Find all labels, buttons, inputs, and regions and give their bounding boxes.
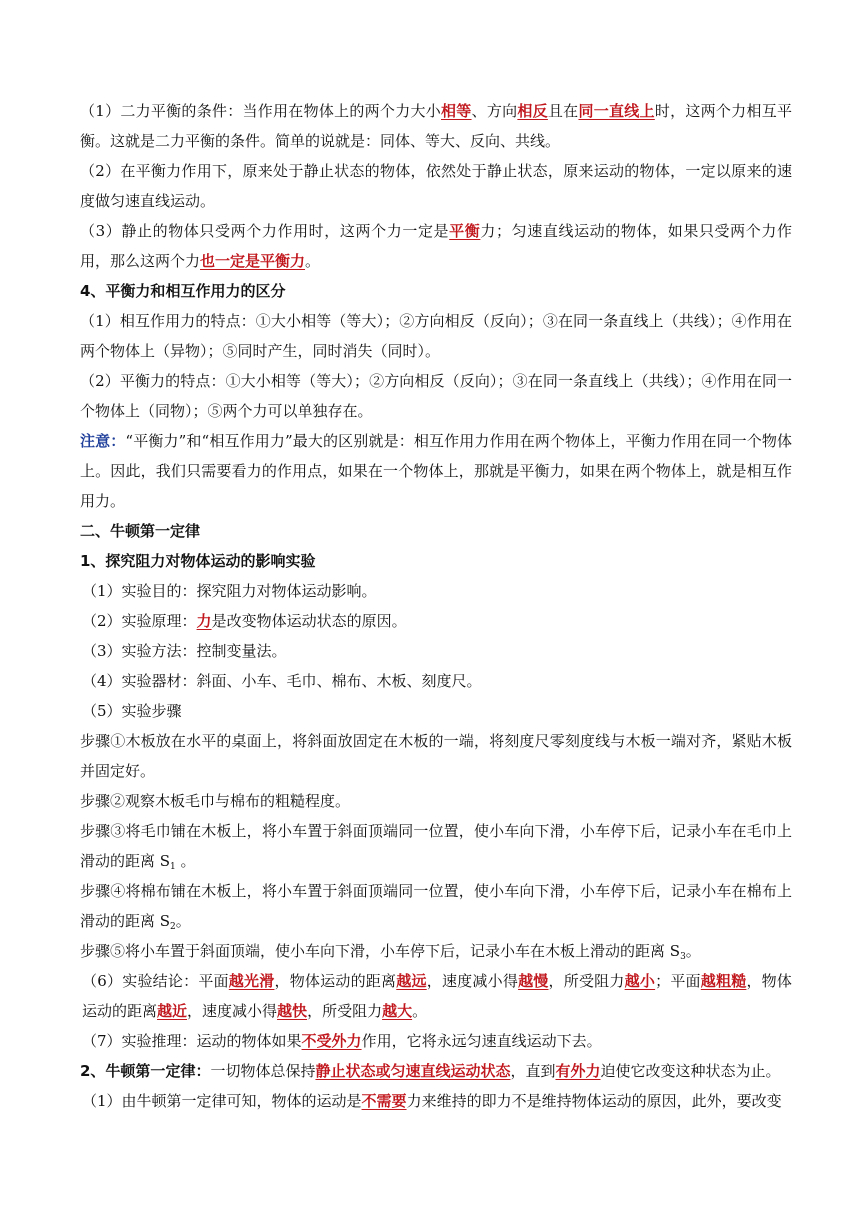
- highlight-opposite: 相反: [517, 102, 548, 120]
- text: （7）实验推理：运动的物体如果: [82, 1032, 302, 1050]
- law-title: 2、牛顿第一定律：: [80, 1062, 211, 1080]
- step-5: [80, 936, 792, 966]
- highlight: 越远: [396, 972, 427, 990]
- paragraph-two-forces: [80, 216, 792, 276]
- document-page: [80, 96, 792, 1116]
- highlight-not-needed: 不需要: [361, 1092, 407, 1110]
- highlight: 越小: [624, 972, 656, 990]
- text: 。: [175, 912, 191, 930]
- text: 是改变物体运动状态的原因。: [211, 612, 407, 630]
- highlight: 越光滑: [228, 972, 275, 990]
- text: 。: [685, 942, 701, 960]
- text: 步骤④将棉布铺在木板上，将小车置于斜面顶端同一位置，使小车向下滑，小车停下后，记录小车在棉布上滑动的距离 S: [80, 882, 792, 930]
- text: 力；匀速直线运动的物体，如果只受两个力作用，那么这两个力: [80, 222, 792, 270]
- text: （3）静止的物体只受两个力作用时，这两个力一定是: [80, 222, 450, 240]
- paragraph-note: [80, 426, 792, 516]
- highlight: 越近: [157, 1002, 188, 1020]
- experiment-purpose: （1）实验目的：探究阻力对物体运动影响。: [82, 582, 377, 600]
- text: 力来维持的即力不是维持物体运动的原因，此外，要改变: [406, 1092, 782, 1110]
- paragraph-balance-features: （2）平衡力的特点：①大小相等（等大）；②方向相反（反向）；③在同一条直线上（共线）；④作用在同一个物体上（同物）；⑤两个力可以单独存在。: [80, 372, 792, 420]
- text: ，速度减小得: [187, 1002, 278, 1020]
- experiment-conclusion: [80, 966, 792, 1026]
- text: 步骤⑤将小车置于斜面顶端，使小车向下滑，小车停下后，记录小车在木板上滑动的距离 S: [80, 942, 681, 960]
- text: 一切物体总保持: [210, 1062, 316, 1080]
- text: 。: [305, 252, 321, 270]
- highlight: 越大: [382, 1002, 413, 1020]
- text: （6）实验结论：平面: [82, 972, 229, 990]
- text: ；平面: [655, 972, 701, 990]
- text: 。: [412, 1002, 428, 1020]
- paragraph-balance-condition: [80, 96, 792, 156]
- subscript: 1: [170, 862, 176, 872]
- highlight-same-line: 同一直线上: [578, 102, 655, 120]
- step-4: [80, 876, 792, 936]
- text: （1）二力平衡的条件：当作用在物体上的两个力大小: [80, 102, 441, 120]
- highlight-force: 力: [196, 612, 212, 630]
- paragraph-law-note: [80, 1086, 792, 1116]
- text: ，物体运动的距离: [82, 972, 792, 1020]
- highlight: 越快: [277, 1002, 308, 1020]
- text: 迫使它改变这种状态为止。: [600, 1062, 781, 1080]
- paragraph-interaction-features: （1）相互作用力的特点：①大小相等（等大）；②方向相反（反向）；③在同一条直线上（共线）；④作用在两个物体上（异物）；⑤同时产生，同时消失（同时）。: [80, 312, 792, 360]
- highlight-external-force: 有外力: [555, 1062, 601, 1080]
- subscript: 3: [680, 952, 686, 962]
- step-3: [80, 816, 792, 876]
- text: （2）实验原理：: [82, 612, 197, 630]
- highlight-equal: 相等: [441, 102, 472, 120]
- text: ，所受阻力: [307, 1002, 383, 1020]
- heading-experiment: 1、探究阻力对物体运动的影响实验: [80, 552, 316, 570]
- text: 时，这两个力相互平衡。这就是二力平衡的条件。简单的说就是：同体、等大、反向、共线。: [80, 102, 792, 150]
- highlight-no-external-force: 不受外力: [301, 1032, 362, 1050]
- text: ，物体运动的距离: [274, 972, 397, 990]
- step-2: 步骤②观察木板毛巾与棉布的粗糙程度。: [80, 792, 351, 810]
- experiment-inference: [80, 1026, 792, 1056]
- heading-distinction: 4、平衡力和相互作用力的区分: [80, 282, 286, 300]
- text: 作用，它将永远匀速直线运动下去。: [361, 1032, 602, 1050]
- subscript: 2: [170, 922, 176, 932]
- highlight: 越粗糙: [700, 972, 747, 990]
- note-label: 注意：: [80, 432, 126, 450]
- text: 步骤③将毛巾铺在木板上，将小车置于斜面顶端同一位置，使小车向下滑，小车停下后，记录小车在毛巾上滑动的距离 S: [80, 822, 792, 870]
- experiment-method: （3）实验方法：控制变量法。: [82, 642, 287, 660]
- newton-first-law: [80, 1056, 792, 1086]
- text: （1）由牛顿第一定律可知，物体的运动是: [82, 1092, 362, 1110]
- paragraph-balance-motion: （2）在平衡力作用下，原来处于静止状态的物体，依然处于静止状态，原来运动的物体，一定以原来的速度做匀速直线运动。: [80, 162, 792, 210]
- experiment-equipment: （4）实验器材：斜面、小车、毛巾、棉布、木板、刻度尺。: [82, 672, 482, 690]
- text: ，直到: [510, 1062, 556, 1080]
- step-1: 步骤①木板放在水平的桌面上，将斜面放固定在木板的一端，将刻度尺零刻度线与木板一端对齐，紧贴木板并固定好。: [80, 732, 792, 780]
- highlight-balance: 平衡: [449, 222, 481, 240]
- text: ，所受阻力: [548, 972, 625, 990]
- highlight-also-balance: 也一定是平衡力: [200, 252, 306, 270]
- highlight: 越慢: [518, 972, 549, 990]
- text: ，速度减小得: [426, 972, 519, 990]
- experiment-principle: [80, 606, 792, 636]
- heading-newton-first-law: 二、牛顿第一定律: [80, 522, 201, 540]
- highlight-state: 静止状态或匀速直线运动状态: [315, 1062, 511, 1080]
- note-text: “平衡力”和“相互作用力”最大的区别就是：相互作用力作用在两个物体上，平衡力作用在同一个物体上。因此，我们只需要看力的作用点，如果在一个物体上，那就是平衡力，如果在两个物体上，就是相互作用力。: [80, 432, 792, 510]
- experiment-steps-heading: （5）实验步骤: [82, 702, 182, 720]
- text: 且在: [547, 102, 579, 120]
- text: 。: [175, 852, 196, 870]
- text: 、方向: [471, 102, 518, 120]
